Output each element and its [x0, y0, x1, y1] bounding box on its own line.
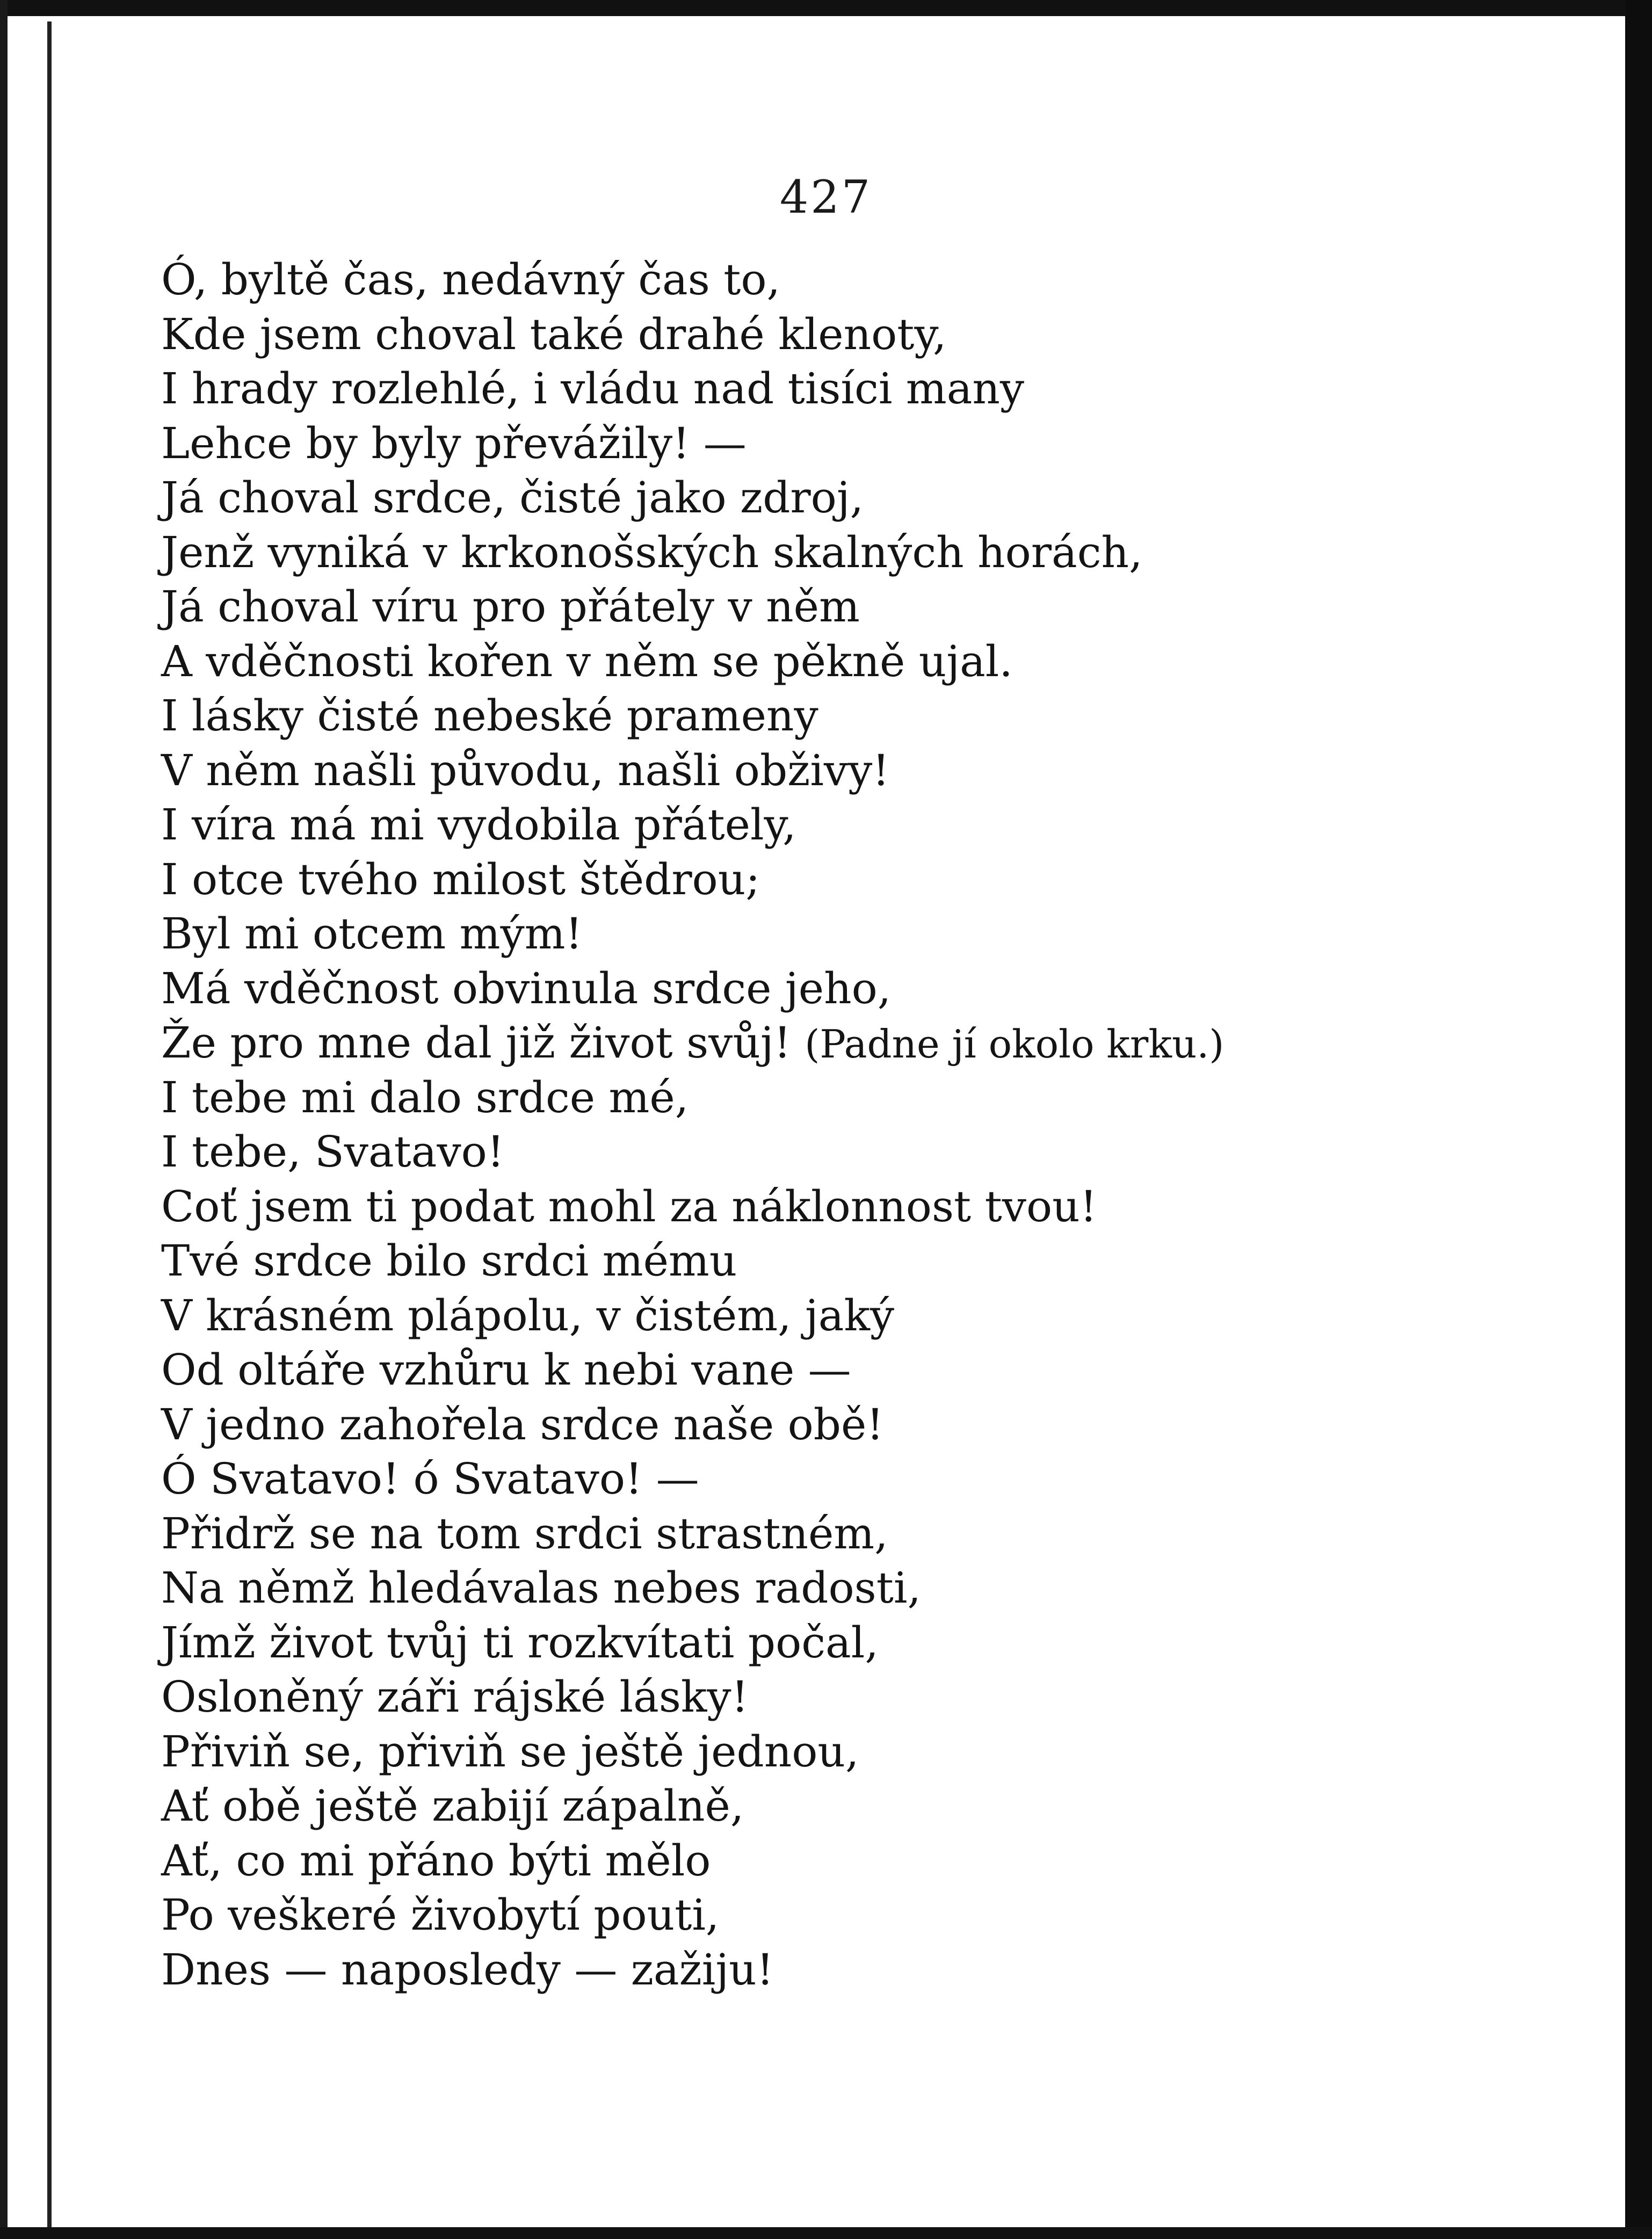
verse-line: Lehce by byly převážily! — [161, 418, 747, 468]
verse-line: A vděčnosti kořen v něm se pěkně ujal. [161, 636, 1013, 686]
verse-line: I tebe mi dalo srdce mé, [161, 1072, 689, 1122]
verse-line: Ať, co mi přáno býti mělo [161, 1835, 711, 1886]
verse-line: I otce tvého milost štědrou; [161, 854, 760, 904]
verse-line: Že pro mne dal již život svůj! [161, 1018, 791, 1068]
verse-line: Přidrž se na tom srdci strastném, [161, 1508, 888, 1559]
verse-line: Osloněný záři rájské lásky! [161, 1672, 749, 1722]
verse-line: I lásky čisté nebeské prameny [161, 691, 818, 741]
verse-line: Ó, byltě čas, nedávný čas to, [161, 255, 780, 305]
verse-line: Ó Svatavo! ó Svatavo! — [161, 1454, 699, 1504]
verse-block [161, 252, 1557, 1997]
verse-line: Má vděčnost obvinula srdce jeho, [161, 963, 892, 1013]
verse-line: Na němž hledávalas nebes radosti, [161, 1563, 921, 1613]
verse-line: Coť jsem ti podat mohl za náklonnost tvou! [161, 1181, 1097, 1231]
verse-line: Jenž vyniká v krkonošských skalných horách, [161, 527, 1143, 577]
verse-line: Jímž život tvůj ti rozkvítati počal, [161, 1617, 879, 1668]
scan-border-bottom [0, 2227, 1652, 2239]
verse-line: Já choval srdce, čisté jako zdroj, [161, 473, 864, 523]
verse-line: Od oltáře vzhůru k nebi vane — [161, 1345, 851, 1395]
page-number: 427 [779, 171, 873, 223]
page-gutter-line [47, 21, 52, 2234]
verse-line-with-stage-direction [161, 1016, 1557, 1070]
verse-line: Dnes — naposledy — zažiju! [161, 1944, 774, 1995]
verse-line: V jedno zahořela srdce naše obě! [161, 1399, 884, 1450]
verse-line: Tvé srdce bilo srdci mému [161, 1236, 737, 1286]
stage-direction: (Padne jí okolo krku.) [805, 1021, 1224, 1067]
verse-line: I hrady rozlehlé, i vládu nad tisíci many [161, 364, 1025, 414]
verse-line: I tebe, Svatavo! [161, 1127, 504, 1177]
verse-line: Po veškeré živobytí pouti, [161, 1890, 720, 1940]
scan-border-left [0, 0, 8, 2239]
verse-line: Kde jsem choval také drahé klenoty, [161, 309, 947, 359]
verse-line: Byl mi otcem mým! [161, 909, 583, 959]
scan-border-right [1625, 0, 1652, 2239]
verse-line: Já choval víru pro přátely v něm [161, 582, 860, 632]
verse-line: Přiviň se, přiviň se ještě jednou, [161, 1726, 859, 1777]
verse-line: Ať obě ještě zabijí zápalně, [161, 1781, 744, 1831]
verse-line: V krásném plápolu, v čistém, jaký [161, 1290, 895, 1340]
verse-line: I víra má mi vydobila přátely, [161, 800, 796, 850]
scan-border-top [0, 0, 1652, 16]
verse-line: V něm našli původu, našli obživy! [161, 745, 890, 795]
